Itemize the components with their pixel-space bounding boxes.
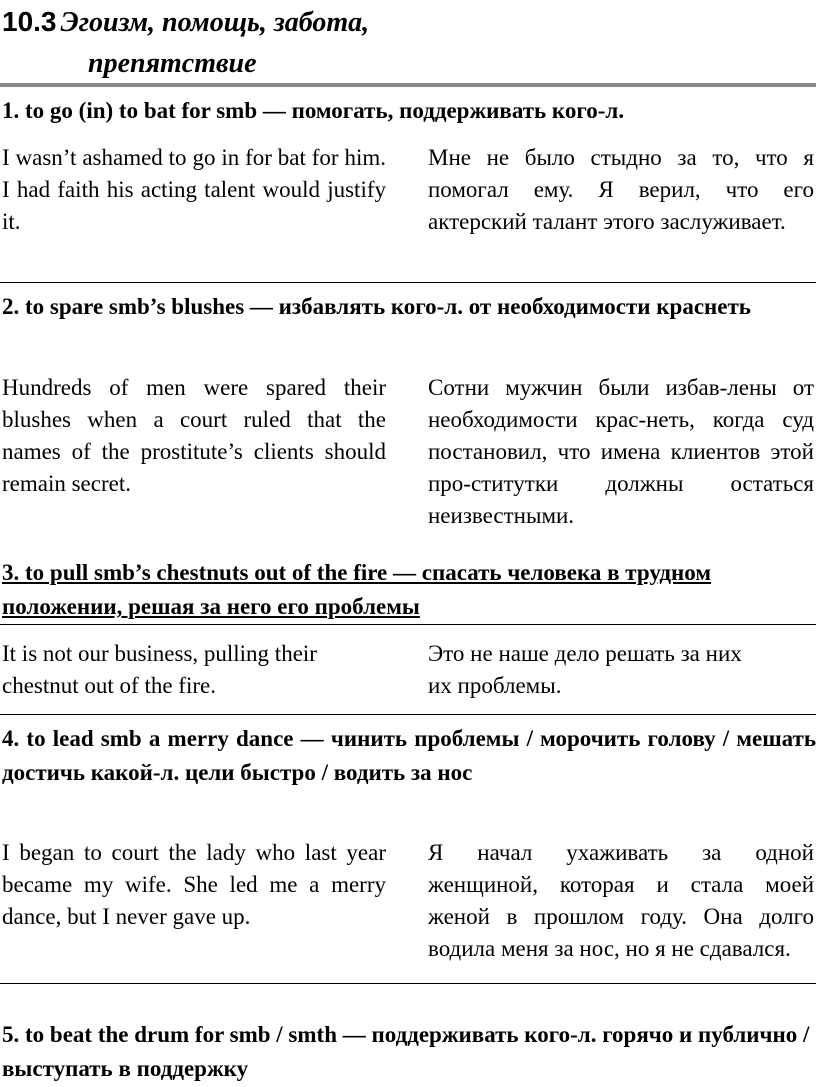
entry-1-heading: 1. to go (in) to bat for smb — помогать, поддерживать кого-л. [2, 98, 625, 123]
divider-1 [0, 282, 816, 283]
entry-4-english: I began to court the lady who last year became my wife. She led me a merry dance, but I never gave up. [2, 840, 386, 929]
entry-2-russian: Сотни мужчин были избав-лены от необходимости крас-неть, когда суд постановил, что имена клиентов этой про-ститутки должны остаться неизвестными. [428, 375, 814, 528]
entry-2-heading: 2. to spare smb’s blushes — избавлять кого-л. от необходимости краснеть [2, 294, 751, 319]
entry-1-english: I wasn’t ashamed to go in for bat for him. I had faith his acting talent would justify it. [2, 145, 386, 234]
entry-3-heading: 3. to pull smb’s chestnuts out of the fire — спасать человека в трудном положении, решая за него его проблемы [2, 560, 712, 619]
header-divider [0, 83, 816, 87]
entry-4-russian: Я начал ухаживать за одной женщиной, которая и стала моей женой в прошлом году. Она долго водила меня за нос, но я не сдавался. [428, 840, 814, 961]
entry-4-heading: 4. to lead smb a merry dance — чинить проблемы / морочить голову / мешать достичь какой-л. цели быстро / водить за нос [2, 726, 816, 785]
divider-4 [0, 714, 816, 715]
divider-5 [0, 983, 816, 984]
entry-5-heading: 5. to beat the drum for smb / smth — поддерживать кого-л. горячо и публично / выступать в поддержку [2, 1022, 810, 1081]
entry-2-english: Hundreds of men were spared their blushes when a court ruled that the names of the prostitute’s clients should remain secret. [2, 375, 386, 496]
entry-1-russian: Мне не было стыдно за то, что я помогал ему. Я верил, что его актерский талант этого заслуживает. [428, 145, 814, 234]
section-title-line1: Эгоизм, помощь, забота, [60, 7, 370, 38]
entry-3-english: It is not our business, pulling their chestnut out of the fire. [2, 641, 317, 698]
section-title-line2: препятствие [88, 48, 257, 79]
section-number: 10.3 [2, 6, 57, 37]
section-header [2, 6, 702, 46]
divider-3 [0, 624, 816, 625]
entry-3-russian: Это не наше дело решать за них их проблемы. [428, 641, 742, 698]
